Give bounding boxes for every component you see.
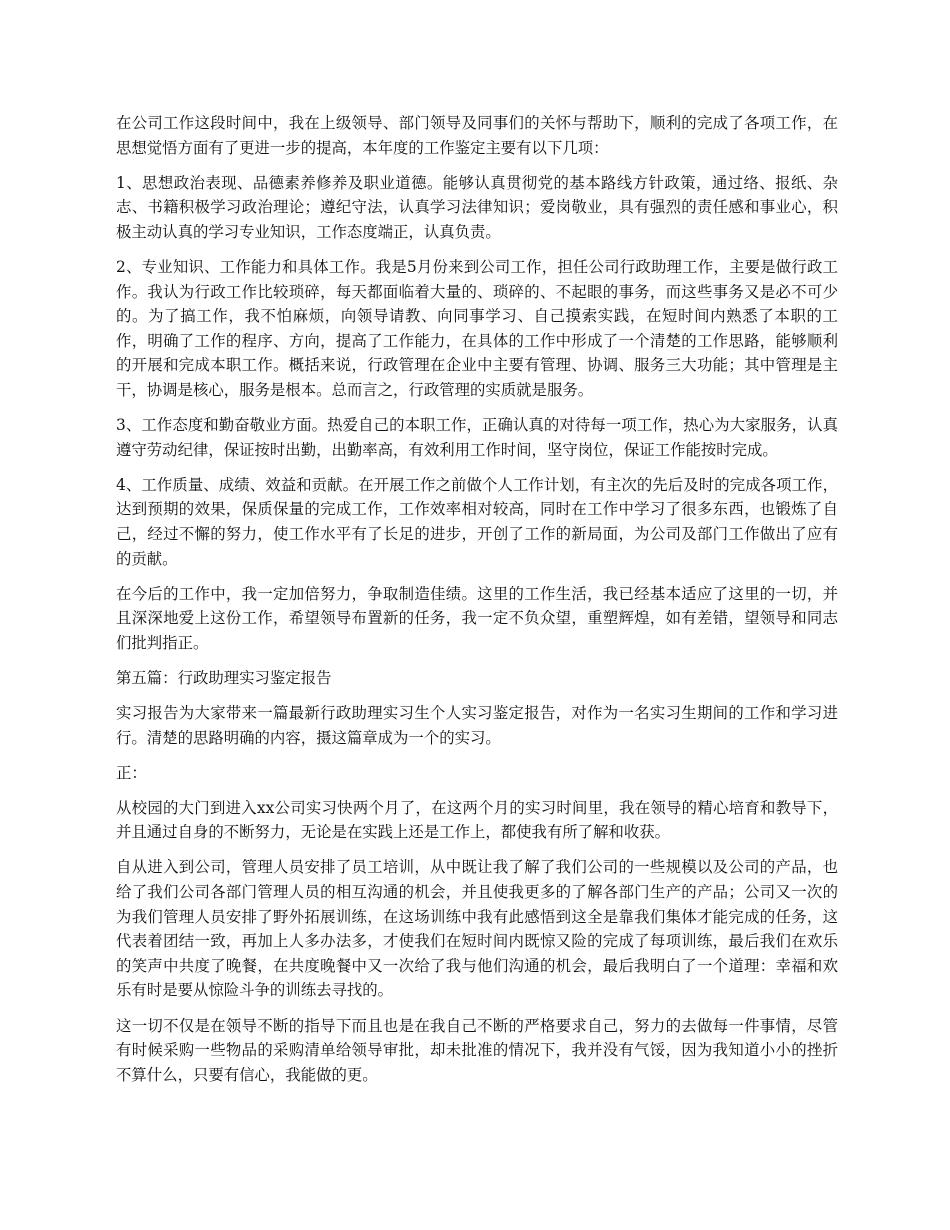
paragraph-item-1: 1、思想政治表现、品德素养修养及职业道德。能够认真贯彻党的基本路线方针政策，通过络、报纸、杂志、书籍积极学习政治理论；遵纪守法，认真学习法律知识；爱岗敬业，具有强烈的责任感和事业心，积极主动认真的学习专业知识，工作态度端正，认真负责。 [116,173,838,241]
paragraph-item-4: 4、工作质量、成绩、效益和贡献。在开展工作之前做个人工作计划，有主次的先后及时的完成各项工作，达到预期的效果，保质保量的完成工作，工作效率相对较高，同时在工作中学习了很多东西，也锻炼了自己，经过不懈的努力，使工作水平有了长足的进步，开创了工作的新局面，为公司及部门工作做出了应有的贡献。 [116,475,838,568]
paragraph-closing: 在今后的工作中，我一定加倍努力，争取制造佳绩。这里的工作生活，我已经基本适应了这里的一切，并且深深地爱上这份工作，希望领导布置新的任务，我一定不负众望，重塑辉煌，如有差错，望领导和同志们批判指正。 [116,584,838,652]
paragraph-training: 自从进入到公司，管理人员安排了员工培训，从中既让我了解了我们公司的一些规模以及公司的产品，也给了我们公司各部门管理人员的相互沟通的机会，并且使我更多的了解各部门生产的产品；公司又一次的为我们管理人员安排了野外拓展训练，在这场训练中我有此感悟到这全是靠我们集体才能完成的任务，这代表着团结一致，再加上人多办法多，才使我们在短时间内既惊又险的完成了每项训练，最后我们在欢乐的笑声中共度了晚餐，在共度晚餐中又一次给了我与他们沟通的机会，最后我明白了一个道理：幸福和欢乐有时是要从惊险斗争的训练去寻找的。 [116,858,838,1000]
paragraph-report-intro: 实习报告为大家带来一篇最新行政助理实习生个人实习鉴定报告，对作为一名实习生期间的工作和学习进行。清楚的思路明确的内容，摄这篇章成为一个的实习。 [116,703,838,747]
paragraph-guidance: 这一切不仅是在领导不断的指导下而且也是在我自己不断的严格要求自己，努力的去做每一件事情，尽管有时候采购一些物品的采购清单给领导审批，却未批准的情况下，我并没有气馁，因为我知道小小的挫折不算什么，只要有信心，我能做的更。 [116,1016,838,1084]
paragraph-internship-start: 从校园的大门到进入xx公司实习快两个月了，在这两个月的实习时间里，我在领导的精心培育和教导下，并且通过自身的不断努力，无论是在实践上还是工作上，都使我有所了解和收获。 [116,798,838,842]
paragraph-main-label: 正： [116,763,147,782]
paragraph-intro: 在公司工作这段时间中，我在上级领导、部门领导及同事们的关怀与帮助下，顺利的完成了各项工作，在思想觉悟方面有了更进一步的提高，本年度的工作鉴定主要有以下几项： [116,114,838,157]
section-heading: 第五篇：行政助理实习鉴定报告 [116,668,332,687]
document-page [116,111,838,1098]
paragraph-item-3: 3、工作态度和勤奋敬业方面。热爱自己的本职工作，正确认真的对待每一项工作，热心为大家服务，认真遵守劳动纪律，保证按时出勤，出勤率高，有效利用工作时间，坚守岗位，保证工作能按时完成。 [116,416,838,459]
paragraph-item-2: 2、专业知识、工作能力和具体工作。我是5月份来到公司工作，担任公司行政助理工作，主要是做行政工作。我认为行政工作比较琐碎，每天都面临着大量的、琐碎的、不起眼的事务，而这些事务又是必不可少的。为了搞工作，我不怕麻烦，向领导请教、向同事学习、自己摸索实践，在短时间内熟悉了本职的工作，明确了工作的程序、方向，提高了工作能力，在具体的工作中形成了一个清楚的工作思路，能够顺利的开展和完成本职工作。概括来说，行政管理在企业中主要有管理、协调、服务三大功能；其中管理是主干，协调是核心，服务是根本。总而言之，行政管理的实质就是服务。 [116,257,838,399]
